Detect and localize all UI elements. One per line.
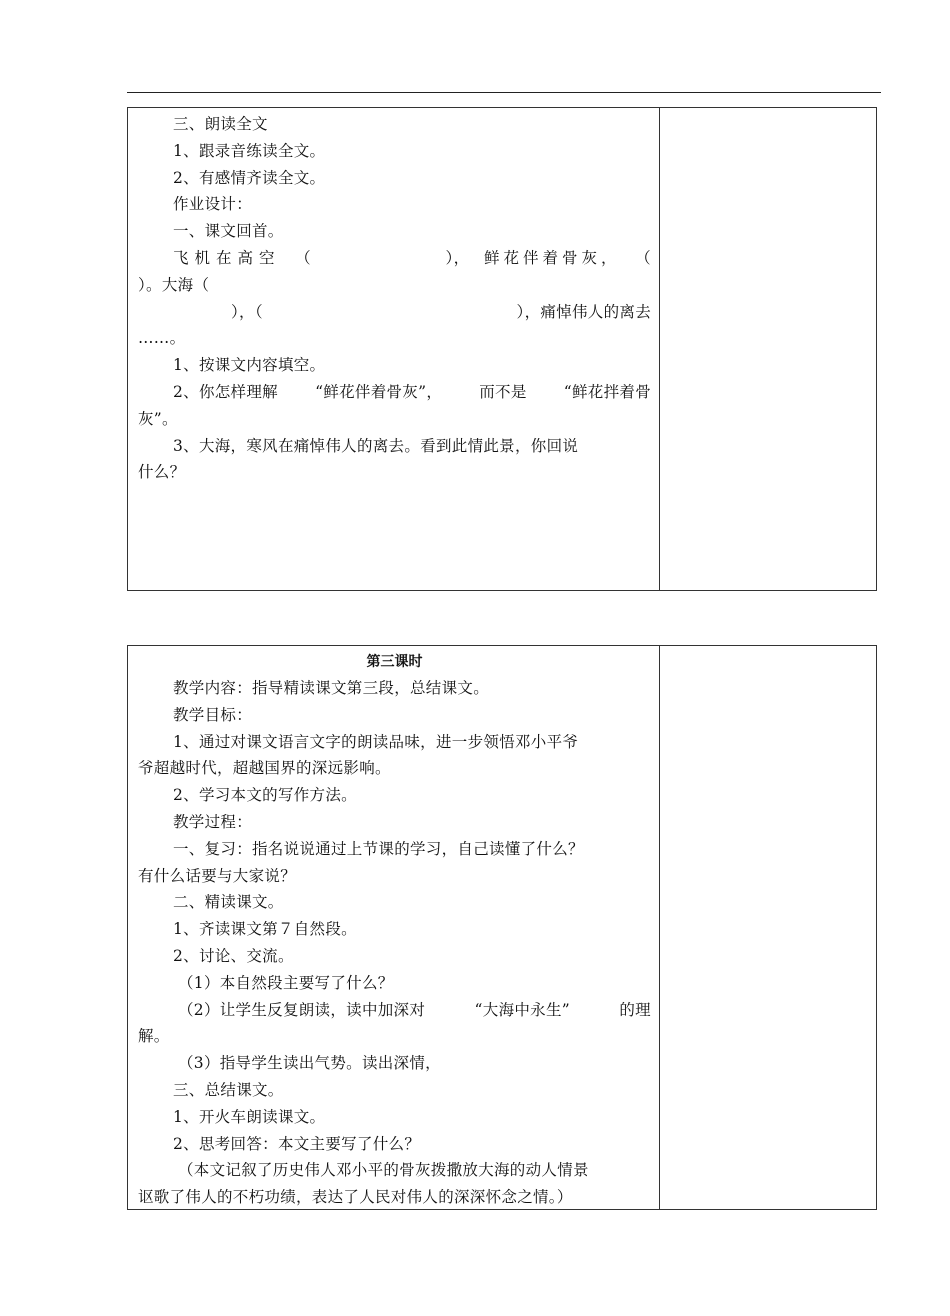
text-line: ……。 bbox=[138, 329, 186, 348]
text-line: 2、讨论、交流。 bbox=[173, 946, 294, 965]
text-line: （1）本自然段主要写了什么？ bbox=[178, 973, 394, 992]
notes-cell bbox=[660, 108, 876, 590]
text-fragment: ），痛悼伟人的离去 bbox=[516, 302, 651, 321]
text-line: 1、开火车朗读课文。 bbox=[173, 1107, 326, 1126]
text-line bbox=[138, 997, 651, 1024]
text-fragment: ），（ bbox=[231, 302, 263, 321]
text-fragment: “鲜花拌着骨 bbox=[563, 382, 651, 401]
fill-blank-line bbox=[138, 299, 651, 326]
text-line: 3、大海，寒风在痛悼伟人的离去。看到此情此景，你回说 bbox=[173, 436, 579, 455]
text-line bbox=[138, 379, 651, 406]
text-line: 灰”。 bbox=[138, 409, 178, 428]
text-line: 1、通过对课文语言文字的朗读品味，进一步领悟邓小平爷 bbox=[173, 732, 579, 751]
text-line: 1、按课文内容填空。 bbox=[173, 356, 326, 375]
header-rule bbox=[127, 92, 881, 93]
text-fragment: （ bbox=[635, 248, 651, 267]
text-fragment: 飞机在高空 bbox=[173, 248, 281, 267]
text-line: 三、总结课文。 bbox=[173, 1080, 284, 1099]
text-line: 什么？ bbox=[138, 463, 186, 482]
text-line: 1、齐读课文第７自然段。 bbox=[173, 920, 357, 939]
text-line: 三、朗读全文 bbox=[173, 115, 268, 133]
text-line: 一、课文回首。 bbox=[173, 222, 284, 241]
section-title: 第三课时 bbox=[366, 654, 423, 670]
text-line: 1、跟录音练读全文。 bbox=[173, 141, 326, 160]
lesson-table-2 bbox=[127, 645, 877, 1210]
fill-blank-line bbox=[138, 245, 651, 272]
text-line: 教学过程： bbox=[173, 812, 253, 831]
text-line: 一、复习：指名说说通过上节课的学习，自己读懂了什么？ bbox=[173, 839, 584, 858]
text-line: （3）指导学生读出气势。读出深情， bbox=[178, 1054, 441, 1073]
text-fragment: 而不是 bbox=[479, 382, 527, 401]
text-fragment: ）， bbox=[445, 248, 470, 267]
text-fragment: （ bbox=[295, 248, 311, 267]
text-line: 2、思考回答：本文主要写了什么？ bbox=[173, 1134, 421, 1153]
text-line: 作业设计： bbox=[173, 195, 253, 214]
text-fragment: 鲜花伴着骨灰， bbox=[484, 248, 621, 267]
lesson-content-cell bbox=[128, 108, 660, 590]
text-line: 教学目标： bbox=[173, 705, 253, 724]
text-line: 讴歌了伟人的不朽功绩，表达了人民对伟人的深深怀念之情。） bbox=[138, 1188, 573, 1207]
text-line: 解。 bbox=[138, 1027, 170, 1046]
lesson-table-1 bbox=[127, 107, 877, 591]
text-line: 二、精读课文。 bbox=[173, 893, 284, 912]
text-line: 2、学习本文的写作方法。 bbox=[173, 786, 357, 805]
text-line: 爷超越时代，超越国界的深远影响。 bbox=[138, 759, 391, 778]
lesson-content-cell bbox=[128, 646, 660, 1209]
text-line: 2、有感情齐读全文。 bbox=[173, 168, 326, 187]
text-fragment: “鲜花伴着骨灰”， bbox=[315, 382, 443, 401]
text-fragment: （2）让学生反复朗读，读中加深对 bbox=[178, 1000, 426, 1019]
text-fragment: “大海中永生” bbox=[474, 1000, 570, 1019]
text-fragment: 的理 bbox=[619, 1000, 651, 1019]
text-line: 有什么话要与大家说？ bbox=[138, 866, 297, 885]
text-fragment: 2、你怎样理解 bbox=[173, 382, 278, 401]
text-line: （本文记叙了历史伟人邓小平的骨灰拨撒放大海的动人情景 bbox=[178, 1161, 589, 1180]
notes-cell bbox=[660, 646, 876, 1209]
text-line: 教学内容：指导精读课文第三段，总结课文。 bbox=[173, 679, 490, 697]
text-line: ）。大海（ bbox=[138, 275, 210, 294]
